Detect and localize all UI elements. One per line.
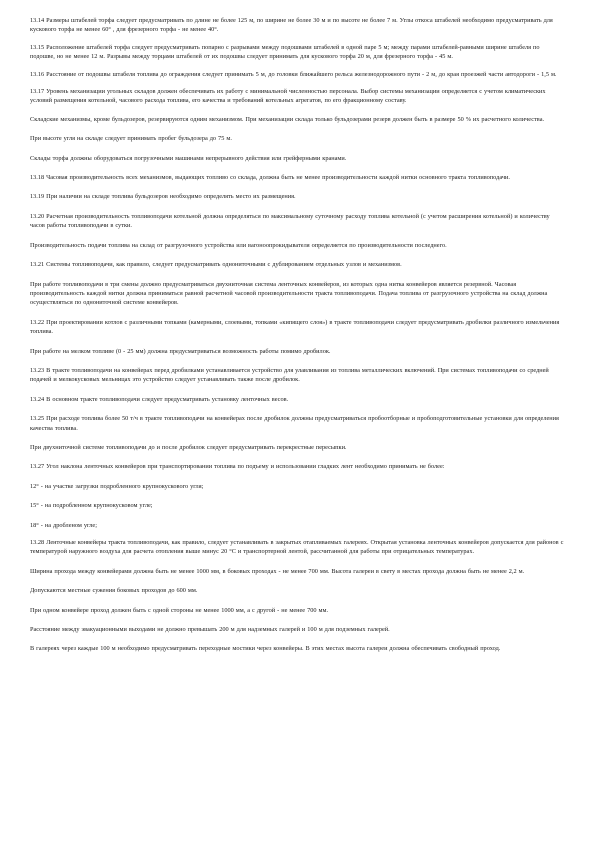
paragraph-angle-15: 15° - на подробленном крупнокусковом угле;	[30, 502, 153, 510]
paragraph-angle-12: 12° - на участке загрузки подробленного крупнокускового угля;	[30, 482, 204, 490]
paragraph-13-20: 13.20 Расчетная производительность топливоподачи котельной должна определяться по максимальному суточному расходу топлива котельной (с учетом расширения котельной) и количеству часов работы топливоподачи в сутки.	[30, 212, 550, 230]
paragraph-13-25: 13.25 При расходе топлива более 50 т/ч в тракте топливоподачи на конвейерах после дробилок должны предусматриваться пробоотборные и пробоподготовительные установки для определения качества топлива.	[30, 415, 559, 432]
paragraph-local-narrowing: Допускаются местные сужения боковых проходов до 600 мм.	[30, 587, 198, 595]
paragraph-13-16: 13.16 Расстояние от подошвы штабеля топлива до ограждения следует принимать 5 м, до головки ближайшего рельса железнодорожного пути - 2 м, до края проезжей части автодороги - 1,5 м.	[30, 70, 557, 78]
paragraph-13-15: 13.15 Расположение штабелей торфа следует предусматривать попарно с разрывами между подошвами штабелей в одной паре 5 м; между парами штабелей-равными ширине штабеля по подошве, но не менее 12 м. Разрывы между торцами штабелей от их подошвы следует принимать для кускового торфа 20 м, для фрезерного торфа - 45 м.	[30, 43, 540, 61]
paragraph-single-conveyor: При одном конвейере проход должен быть с одной стороны не менее 1000 мм, а с другой - не менее 700 мм.	[30, 606, 329, 614]
paragraph-13-14: 13.14 Размеры штабелей торфа следует предусматривать по длине не более 125 м, по ширине не более 30 м и по высоте не более 7 м. Углы откоса штабелей необходимо предусматривать для кускового торфа не менее 60° , для фрезерного торфа - не менее 40°.	[30, 17, 553, 34]
paragraph-transition-bridges: В галереях через каждые 100 м необходимо предусматривать переходные мостики через конвейеры. В этих местах высота галереи должна обеспечивать свободный проход.	[30, 645, 501, 653]
paragraph-13-19: 13.19 При наличии на складе топлива бульдозеров необходимо определять место их размещения.	[30, 193, 296, 201]
paragraph-peat-warehouse: Склады торфа должны оборудоваться погрузочными машинами непрерывного действия или грейферными кранами.	[30, 154, 347, 162]
paragraph-13-24: 13.24 В основном тракте топливоподачи следует предусматривать установку ленточных весов.	[30, 395, 289, 403]
paragraph-angle-18: 18° - на дробленом угле;	[30, 521, 97, 529]
paragraph-13-17: 13.17 Уровень механизации угольных складов должен обеспечивать их работу с минимальной численностью персонала. Выбор системы механизации определяется с учетом климатических условий размещения котельной, часового расхода топлива, его качества и требований котельных агрегатов, по его фракционному составу.	[30, 88, 546, 105]
paragraph-13-22: 13.22 При проектировании котлов с различными топками (камерными, слоевыми, топками «кипящего слоя») в тракте топливоподачи следует предусматривать дробилки различного измельчения топлива.	[30, 318, 560, 336]
paragraph-evacuation-exits: Расстояние между эвакуационными выходами не должно превышать 200 м для надземных галерей и 100 м для подземных галерей.	[30, 626, 390, 634]
paragraph-13-21: 13.21 Системы топливоподачи, как правило, следует предусматривать однониточными с дублированием отдельных узлов и механизмов.	[30, 261, 402, 269]
paragraph-13-27: 13.27 Угол наклона ленточных конвейеров при транспортировании топлива по подъему и использовании гладких лент необходимо принимать не более:	[30, 463, 445, 471]
paragraph-bulldozer-run: При высоте угля на складе следует принимать пробег бульдозера до 75 м.	[30, 135, 232, 143]
paragraph-warehouse-machines: Складские механизмы, кроме бульдозеров, резервируются одним механизмом. При механизации склада только бульдозерами резерв должен быть в размере 50 % их расчетного количества.	[30, 115, 545, 123]
paragraph-cross-pouring: При двухниточной системе топливоподачи до и после дробилок следует предусматривать перекрестные пересыпки.	[30, 443, 347, 451]
paragraph-13-18: 13.18 Часовая производительность всех механизмов, выдающих топливо со склада, должна быть не менее производительности каждой нитки основного тракта топливоподачи.	[30, 174, 510, 182]
paragraph-fine-fuel: При работе на мелком топливе (0 - 25 мм) должна предусматриваться возможность работы помимо дробилок.	[30, 347, 331, 355]
paragraph-13-28: 13.28 Ленточные конвейеры тракта топливоподачи, как правило, следует устанавливать в закрытых отапливаемых галереях. Открытая установка ленточных конвейеров допускается для районов с температурой наружного воздуха для расчета отопления выше минус 20 °С и транспортерной лентой, рассчитанной для работы при отрицательных температурах.	[30, 539, 564, 556]
paragraph-13-23: 13.23 В тракте топливоподачи на конвейерах перед дробилками устанавливается устройство для улавливания из топлива металлических включений. При системах топливоподачи со средней подачей и мелкокусковых мельницах это устройство следует устанавливать также после дробилок.	[30, 366, 549, 384]
paragraph-passage-width: Ширина прохода между конвейерами должна быть не менее 1000 мм, в боковых проходах - не менее 700 мм. Высота галереи в свету в местах прохода должна быть не менее 2,2 м.	[30, 567, 525, 575]
paragraph-supply-productivity: Производительность подачи топлива на склад от разгрузочного устройства или вагоноопрокидывателя определяется по производительности последнего.	[30, 241, 447, 249]
paragraph-three-shifts: При работе топливоподачи в три смены должно предусматриваться двухниточная система ленточных конвейеров, из которых одна нитка конвейеров является резервной. Часовая производительность каждой нитки должна приниматься равной расчетной часовой производительности тракта топливоподачи. Подача топлива от разгрузочного устройства на склад должна осуществляться по однониточной системе конвейеров.	[30, 280, 548, 307]
